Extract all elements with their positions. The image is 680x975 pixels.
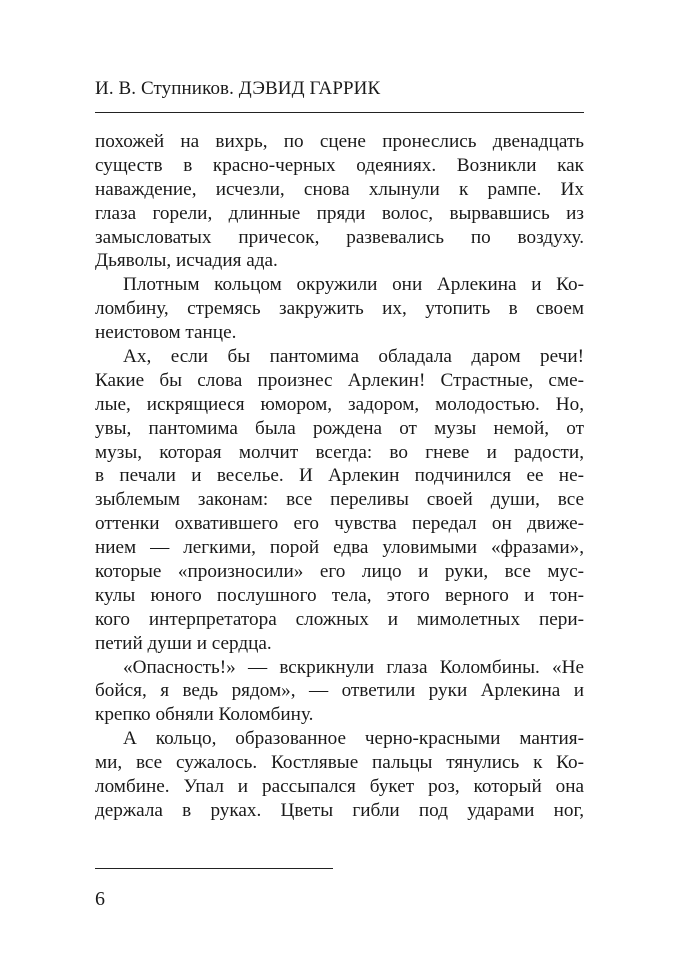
paragraph — [95, 345, 584, 656]
text-line: бойся, я ведь рядом», — ответили руки Арлекина и — [95, 680, 584, 702]
text-line: похожей на вихрь, по сцене пронеслись двенадцать — [95, 131, 584, 152]
text-line: ломбине. Упал и рассыпался букет роз, который она — [95, 776, 584, 798]
text-line: которые «произносили» его лицо и руки, все мус- — [95, 561, 584, 583]
text-line: Дьяволы, исчадия ада. — [95, 250, 278, 272]
text-line: Плотным кольцом окружили они Арлекина и Ко- — [123, 274, 584, 296]
text-line: Ах, если бы пантомима обладала даром речи! — [123, 346, 584, 368]
text-line: держала в руках. Цветы гибли под ударами ног, — [95, 799, 584, 821]
text-line: глаза горели, длинные пряди волос, вырвавшись из — [95, 202, 584, 224]
text-line: ломбину, стремясь закружить их, утопить в своем — [95, 298, 584, 320]
text-line: ми, все сужалось. Костлявые пальцы тянулись к Ко- — [95, 752, 584, 774]
text-line: оттенки охватившего его чувства передал он движе- — [95, 513, 584, 535]
body-text — [95, 130, 584, 823]
paragraph — [95, 656, 584, 728]
text-line: «Опасность!» — вскрикнули глаза Коломбины. «Не — [123, 656, 584, 678]
text-line: зыблемым законам: все переливы своей души, все — [95, 489, 584, 511]
text-line: в печали и веселье. И Арлекин подчинился ее не- — [95, 465, 584, 487]
paragraph — [95, 130, 584, 273]
text-line: нием — легкими, порой едва уловимыми «фразами», — [95, 537, 584, 559]
text-line: замысловатых причесок, развевались по воздуху. — [95, 226, 584, 248]
text-line: крепко обняли Коломбину. — [95, 704, 314, 726]
footer-rule — [95, 868, 333, 869]
text-line: наваждение, исчезли, снова хлынули к рампе. Их — [95, 178, 584, 200]
text-line: кого интерпретатора сложных и мимолетных пери- — [95, 608, 584, 630]
text-line: существ в красно-черных одеяниях. Возникли как — [95, 154, 584, 176]
page-number: 6 — [95, 888, 105, 910]
header-rule — [95, 112, 584, 113]
text-line: музы, которая молчит всегда: во гневе и радости, — [95, 441, 584, 463]
text-line: А кольцо, образованное черно-красными мантия- — [123, 728, 584, 750]
text-line: Какие бы слова произнес Арлекин! Страстные, сме- — [95, 369, 584, 391]
running-head: И. В. Ступников. ДЭВИД ГАРРИК — [95, 78, 381, 99]
text-line: петий души и сердца. — [95, 632, 272, 654]
text-line: неистовом танце. — [95, 322, 237, 344]
paragraph — [95, 727, 584, 823]
text-line: увы, пантомима была рождена от музы немой, от — [95, 417, 584, 439]
text-line: кулы юного послушного тела, этого верного и тон- — [95, 584, 584, 606]
text-line: лые, искрящиеся юмором, задором, молодостью. Но, — [95, 393, 584, 415]
paragraph — [95, 273, 584, 345]
